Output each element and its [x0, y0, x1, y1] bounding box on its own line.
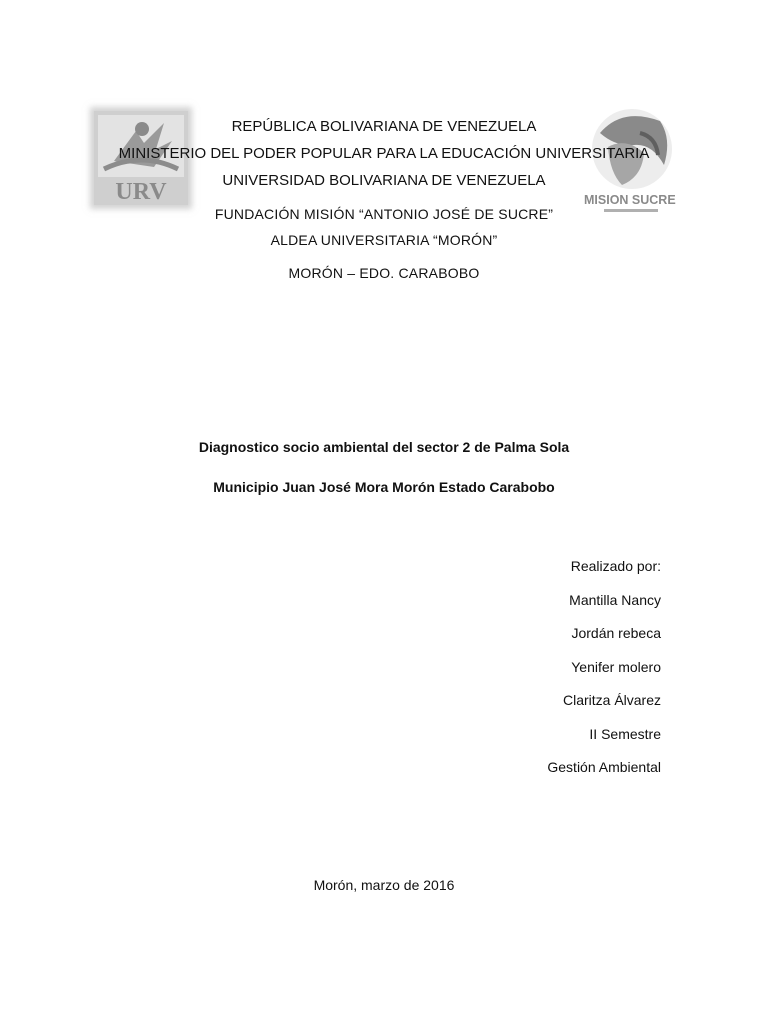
svg-text:MISION SUCRE: MISION SUCRE — [584, 193, 676, 207]
svg-text:URV: URV — [115, 179, 167, 205]
header-foundation: FUNDACIÓN MISIÓN “ANTONIO JOSÉ DE SUCRE” — [214, 206, 554, 222]
authors-heading: Realizado por: — [570, 558, 661, 574]
header-location: MORÓN – EDO. CARABOBO — [288, 265, 480, 281]
place-date: Morón, marzo de 2016 — [313, 877, 455, 893]
header-ministry: MINISTERIO DEL PODER POPULAR PARA LA EDUCACIÓN UNIVERSITARIA — [118, 145, 650, 162]
document-title: Diagnostico socio ambiental del sector 2 de Palma Sola — [198, 439, 570, 455]
header-university: UNIVERSIDAD BOLIVARIANA DE VENEZUELA — [222, 172, 546, 189]
career-label: Gestión Ambiental — [547, 759, 661, 775]
author-name: Mantilla Nancy — [569, 591, 661, 608]
header-aldea: ALDEA UNIVERSITARIA “MORÓN” — [270, 232, 498, 248]
author-name: Jordán rebeca — [571, 625, 661, 641]
author-name: Yenifer molero — [571, 658, 661, 675]
authors-block — [547, 556, 661, 791]
author-name: Claritza Álvarez — [562, 692, 661, 708]
header-republic: REPÚBLICA BOLIVARIANA DE VENEZUELA — [231, 118, 537, 135]
document-subtitle: Municipio Juan José Mora Morón Estado Carabobo — [213, 479, 555, 495]
semester-label: II Semestre — [589, 725, 661, 742]
